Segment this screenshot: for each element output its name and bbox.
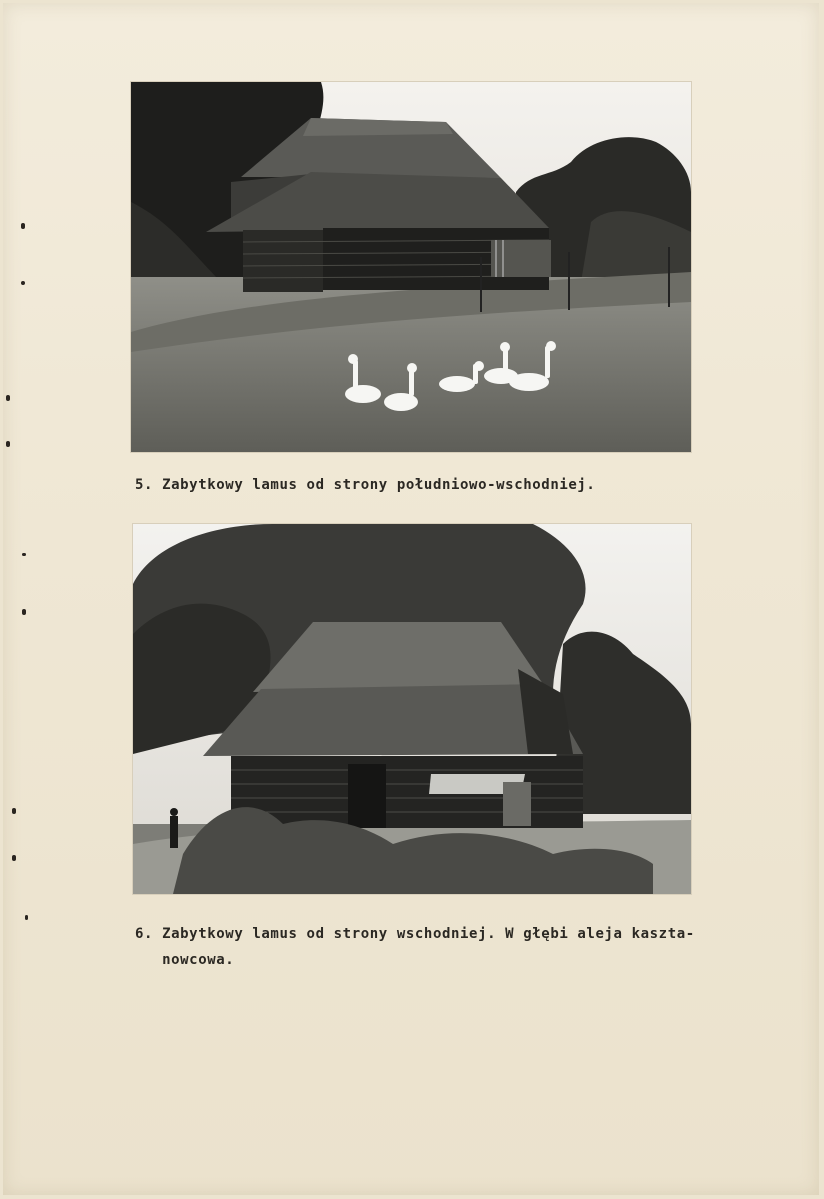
punch-mark bbox=[22, 609, 26, 615]
punch-mark bbox=[21, 223, 25, 229]
photo-caption-6-line-2: nowcowa. bbox=[135, 952, 235, 968]
photo-caption-5: 5. Zabytkowy lamus od strony południowo-wschodniej. bbox=[135, 477, 596, 493]
punch-mark bbox=[6, 441, 10, 447]
photo-granary-geese bbox=[131, 82, 691, 452]
punch-mark bbox=[21, 281, 25, 285]
punch-mark bbox=[25, 915, 28, 920]
photo-granary-trees bbox=[133, 524, 691, 894]
punch-mark bbox=[12, 808, 16, 814]
punch-mark bbox=[12, 855, 16, 861]
photo-caption-6-line-1: 6. Zabytkowy lamus od strony wschodniej. W głębi aleja kaszta- bbox=[135, 926, 695, 942]
punch-mark bbox=[6, 395, 10, 401]
punch-mark bbox=[22, 553, 26, 556]
